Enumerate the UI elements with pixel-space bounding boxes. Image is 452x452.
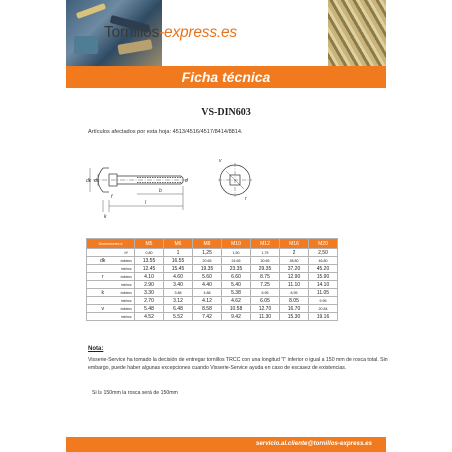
table-row	[87, 297, 338, 305]
row-subtype: máximo	[119, 273, 135, 281]
table-cell: 24.65	[222, 257, 251, 265]
table-cell: 15.30	[280, 313, 309, 321]
table-cell: 6.95	[251, 289, 280, 297]
table-cell: 9.42	[222, 313, 251, 321]
table-header-cell: M10	[222, 239, 251, 249]
table-cell: 2.90	[135, 281, 164, 289]
table-row	[87, 257, 338, 265]
table-cell: 15.45	[164, 265, 193, 273]
table-header-row	[87, 239, 338, 249]
table-cell: 20.84	[309, 305, 338, 313]
table-cell: 8.05	[280, 297, 309, 305]
document-title: VS-DIN603	[201, 107, 251, 118]
table-cell: 4.88	[193, 289, 222, 297]
table-cell: 14.10	[309, 281, 338, 289]
table-cell: 6.05	[251, 297, 280, 305]
row-symbol	[87, 297, 119, 305]
table-cell: 1,50	[222, 249, 251, 257]
table-cell: 2	[280, 249, 309, 257]
table-cell: 7.25	[251, 281, 280, 289]
table-header-cell: M6	[164, 239, 193, 249]
dimensions-table	[86, 238, 338, 321]
table-row	[87, 305, 338, 313]
label-d: d	[185, 178, 188, 184]
label-dk: dk	[86, 178, 92, 184]
table-cell: 3.12	[164, 297, 193, 305]
table-cell: 3.88	[164, 289, 193, 297]
table-row	[87, 265, 338, 273]
table-cell: 8.58	[193, 305, 222, 313]
label-r: r	[245, 196, 247, 202]
footer-band	[66, 437, 386, 452]
table-cell: 15.90	[309, 273, 338, 281]
note-title: Nota:	[88, 346, 104, 352]
table-cell: 4.40	[193, 281, 222, 289]
table-row	[87, 313, 338, 321]
row-symbol: v	[87, 305, 119, 313]
table-cell: 11.05	[309, 289, 338, 297]
table-cell: 4.12	[193, 297, 222, 305]
table-cell: 3.30	[135, 289, 164, 297]
table-cell: 38.80	[280, 257, 309, 265]
screws-photo	[328, 0, 386, 66]
table-cell: 19.35	[193, 265, 222, 273]
table-cell: 4.60	[164, 273, 193, 281]
affected-articles: Artículos afectados por esta hoja: 4513/4516/4517/8414/8814.	[88, 129, 243, 135]
table-cell: 1,25	[193, 249, 222, 257]
label-v: v	[219, 158, 222, 164]
table-cell: 4.52	[135, 313, 164, 321]
table-header-cell: Dimensiones d	[87, 239, 135, 249]
table-cell: 4.10	[135, 273, 164, 281]
logo-main: Tornillos	[104, 24, 160, 41]
table-cell: 7.42	[193, 313, 222, 321]
note-extra: Si l≥ 150mm la rosca será de 150mm	[92, 390, 178, 396]
table-cell: 2.70	[135, 297, 164, 305]
table-cell: 20.65	[193, 257, 222, 265]
table-cell: 9.95	[309, 297, 338, 305]
table-cell: 4.62	[222, 297, 251, 305]
table-header-cell: M16	[280, 239, 309, 249]
table-cell: 8.75	[251, 273, 280, 281]
brand-logo	[104, 24, 237, 42]
row-subtype: máximo	[119, 289, 135, 297]
table-cell: 0,80	[135, 249, 164, 257]
label-f: f	[111, 194, 113, 200]
table-header-cell: M12	[251, 239, 280, 249]
table-cell: 16.70	[280, 305, 309, 313]
row-subtype: mínimo	[119, 313, 135, 321]
row-symbol	[87, 313, 119, 321]
footer-email-link[interactable]: servicio.al.cliente@tornillos-express.es	[255, 440, 372, 447]
table-cell: 5.48	[135, 305, 164, 313]
table-cell: 5.40	[222, 281, 251, 289]
table-cell: 12.90	[280, 273, 309, 281]
logo-tld: -express.es	[159, 24, 237, 41]
table-cell: 5.52	[164, 313, 193, 321]
table-cell: 6.60	[222, 273, 251, 281]
table-row	[87, 273, 338, 281]
table-cell: 46.80	[309, 257, 338, 265]
table-header-cell: M5	[135, 239, 164, 249]
band-title: Ficha técnica	[181, 69, 271, 85]
label-b: b	[159, 188, 162, 194]
row-symbol	[87, 281, 119, 289]
label-k: k	[104, 214, 107, 220]
label-ds: ds	[94, 178, 100, 184]
table-cell: 5.60	[193, 273, 222, 281]
table-row	[87, 281, 338, 289]
table-cell: 8.95	[280, 289, 309, 297]
table-cell: 11.30	[251, 313, 280, 321]
row-symbol	[87, 249, 119, 257]
row-symbol: r	[87, 273, 119, 281]
bolt-technical-drawing	[85, 140, 275, 220]
table-cell: 2,50	[309, 249, 338, 257]
row-subtype: Nº	[119, 249, 135, 257]
table-cell: 3.40	[164, 281, 193, 289]
row-subtype: máximo	[119, 257, 135, 265]
table-cell: 12.70	[251, 305, 280, 313]
table-row	[87, 289, 338, 297]
row-subtype: mínimo	[119, 297, 135, 305]
table-cell: 16.55	[164, 257, 193, 265]
table-cell: 6.48	[164, 305, 193, 313]
row-subtype: mínimo	[119, 281, 135, 289]
row-symbol: k	[87, 289, 119, 297]
row-symbol	[87, 265, 119, 273]
table-cell: 45.20	[309, 265, 338, 273]
table-cell: 19.16	[309, 313, 338, 321]
row-subtype: mínimo	[119, 265, 135, 273]
table-cell: 13.55	[135, 257, 164, 265]
table-cell: 12.45	[135, 265, 164, 273]
table-cell: 11.10	[280, 281, 309, 289]
row-symbol: dk	[87, 257, 119, 265]
table-cell: 37.20	[280, 265, 309, 273]
label-l: l	[145, 200, 147, 206]
table-cell: 29.35	[251, 265, 280, 273]
table-cell: 30.65	[251, 257, 280, 265]
table-header-cell: M8	[193, 239, 222, 249]
note-text: Visserie-Service ha tomado la decisión de entregar tornillos TRCC con una longitud "l" inferior o igual a 150 mm de rosca total. Sin embargo, puede haber algunas excepciones cuando Visserie-Service ayuda en caso de escasez de existencias.	[88, 357, 388, 371]
table-cell: 10.58	[222, 305, 251, 313]
table-cell: 5.38	[222, 289, 251, 297]
table-row	[87, 249, 338, 257]
table-header-cell: M20	[309, 239, 338, 249]
row-subtype: máximo	[119, 305, 135, 313]
title-band	[66, 66, 386, 88]
table-cell: 1,75	[251, 249, 280, 257]
table-cell: 1	[164, 249, 193, 257]
table-cell: 23.35	[222, 265, 251, 273]
